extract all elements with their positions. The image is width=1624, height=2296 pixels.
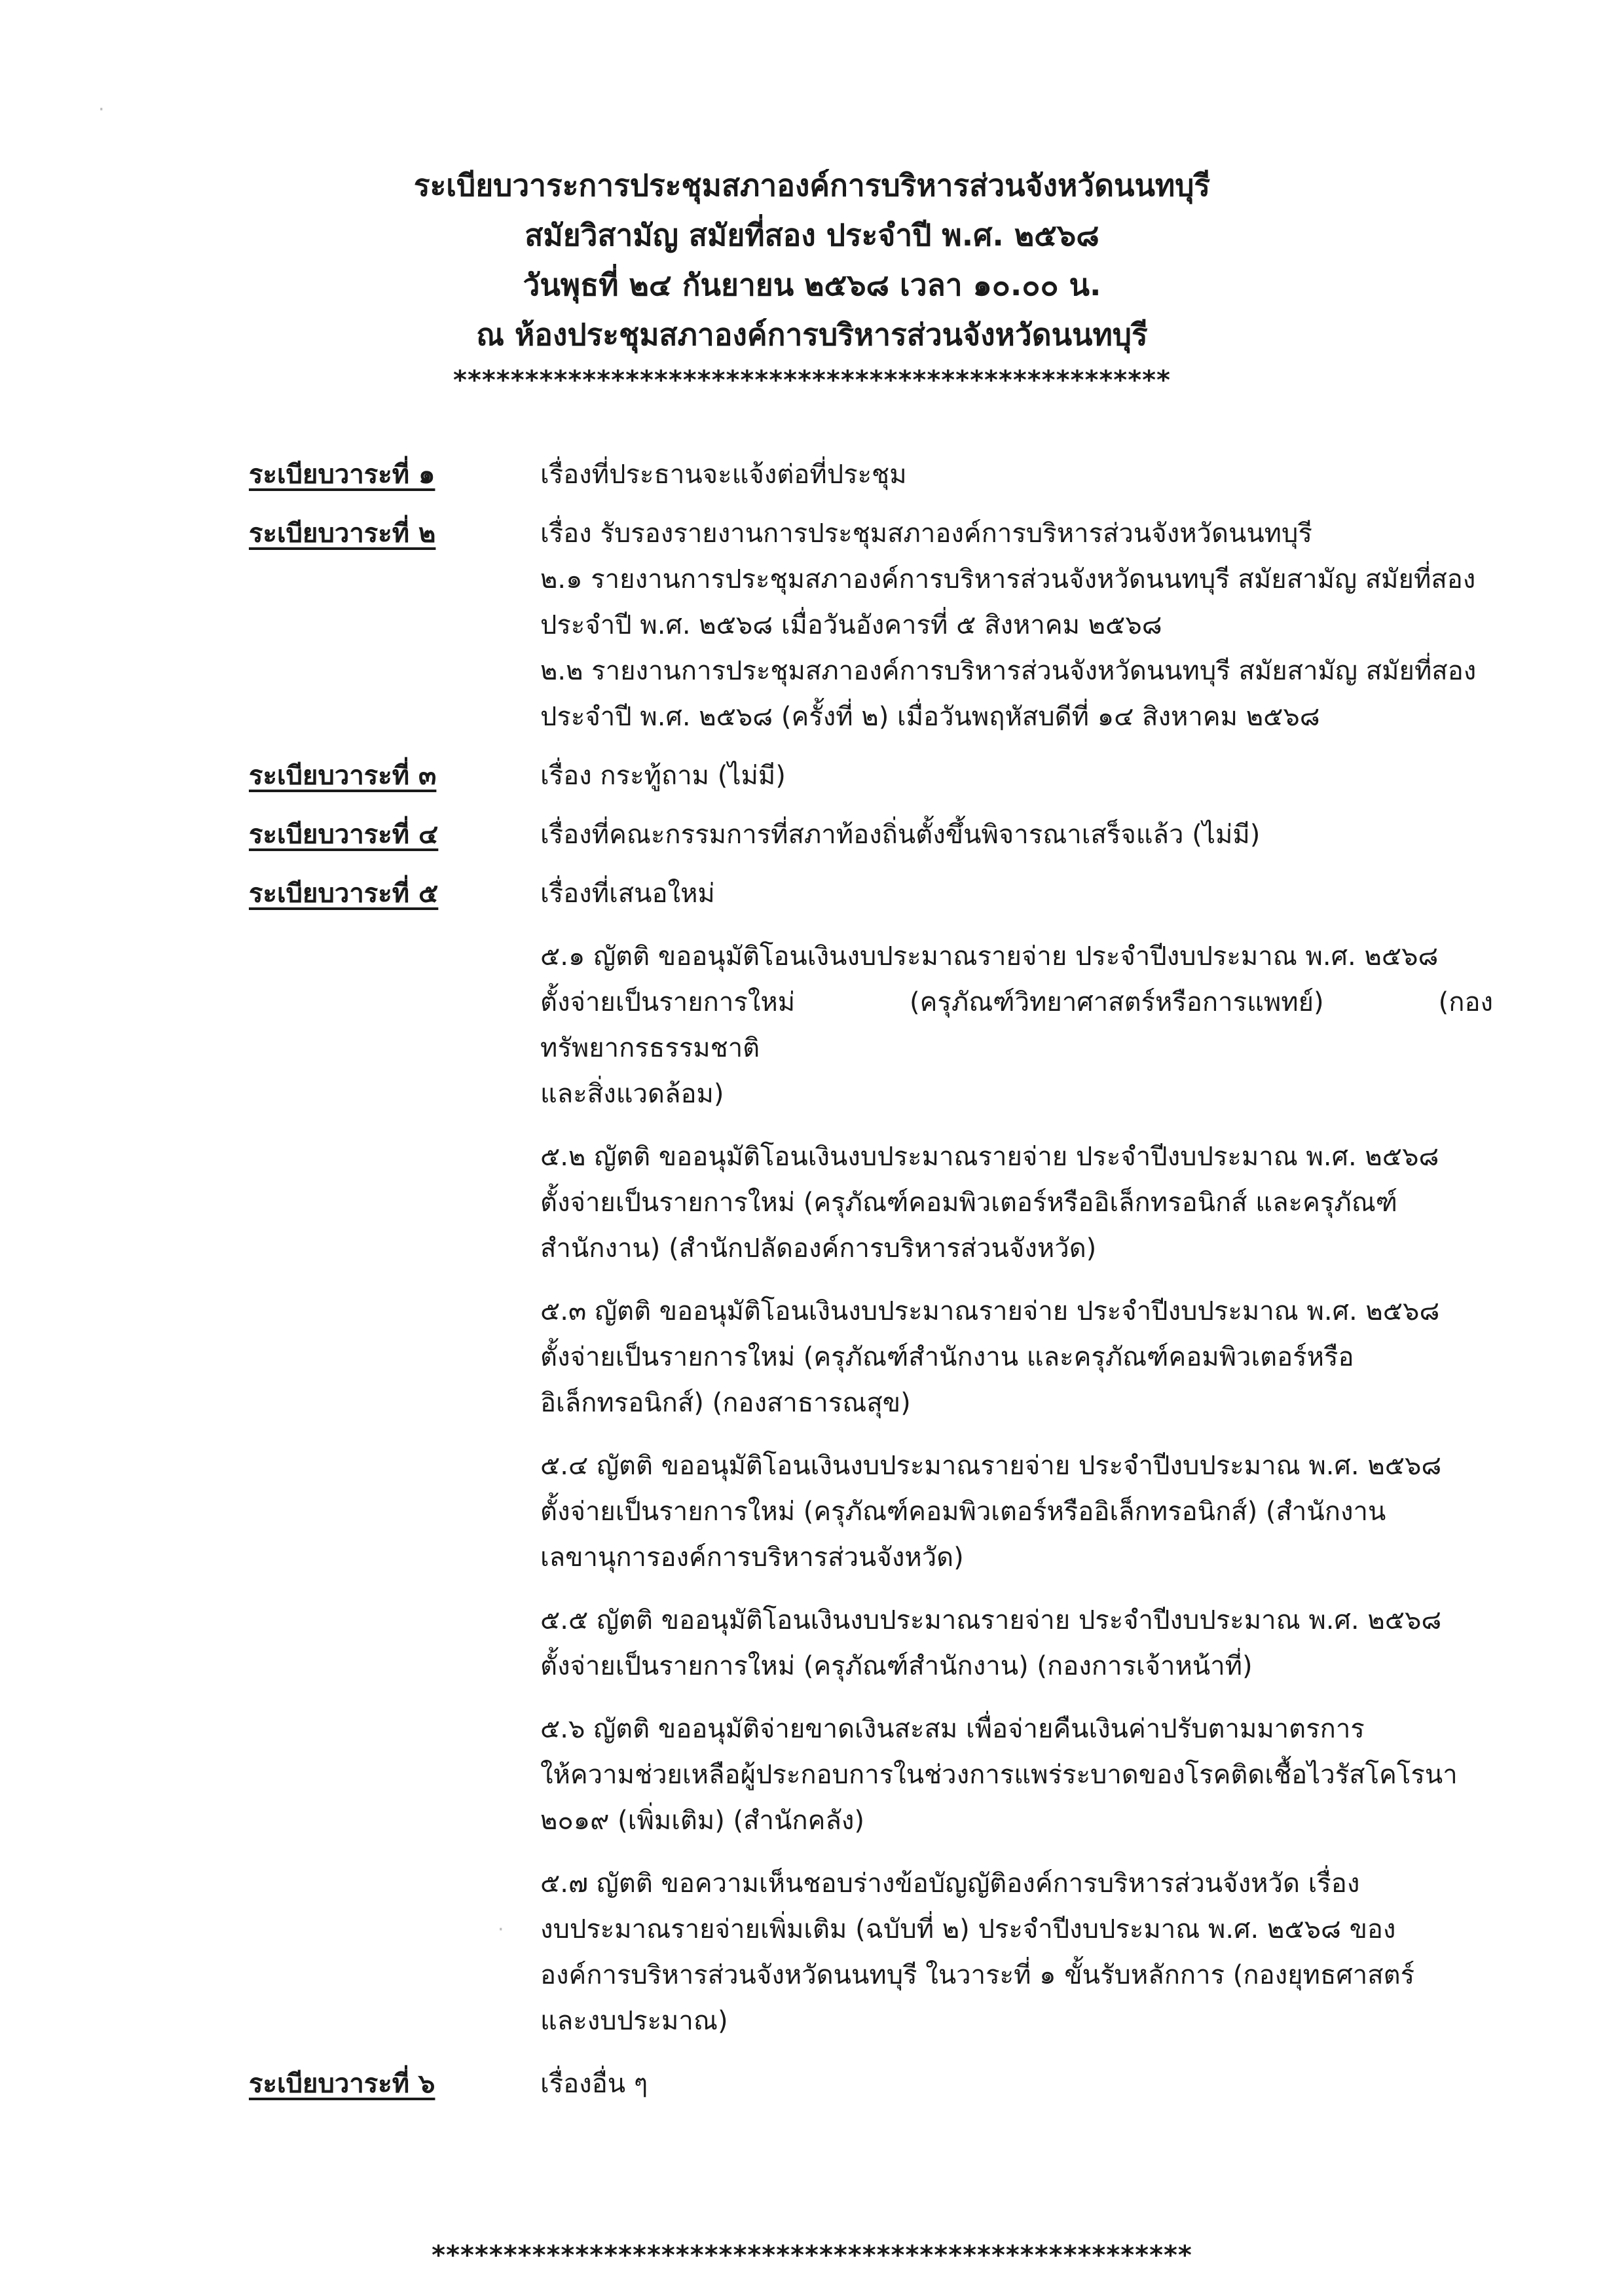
motion-5-1 — [540, 934, 1493, 1117]
agenda-content — [540, 871, 1493, 2044]
agenda-item-2 — [249, 511, 1493, 740]
motion-text: และงบประมาณ) — [540, 2006, 728, 2036]
motion-text: อิเล็กทรอนิกส์) (กองสาธารณสุข) — [540, 1388, 911, 1418]
motion-text: งบประมาณรายจ่ายเพิ่มเติม (ฉบับที่ ๒) ประจำปีงบประมาณ พ.ศ. ๒๕๖๘ ของ — [540, 1914, 1396, 1944]
motion-text: ๕.๒ ญัตติ ขออนุมัติโอนเงินงบประมาณรายจ่าย ประจำปีงบประมาณ พ.ศ. ๒๕๖๘ — [540, 1142, 1439, 1172]
motion-5-2 — [540, 1134, 1493, 1271]
motion-text: ตั้งจ่ายเป็นรายการใหม่ (ครุภัณฑ์คอมพิวเตอร์หรืออิเล็กทรอนิกส์) (สำนักงาน — [540, 1497, 1386, 1527]
motion-text: ๕.๔ ญัตติ ขออนุมัติโอนเงินงบประมาณรายจ่าย ประจำปีงบประมาณ พ.ศ. ๒๕๖๘ — [540, 1451, 1442, 1481]
agenda-content — [540, 812, 1493, 858]
header-date-time: วันพุธที่ ๒๔ กันยายน ๒๕๖๘ เวลา ๑๐.๐๐ น. — [523, 267, 1101, 302]
motion-5-7 — [540, 1861, 1493, 2044]
agenda-item-6 — [249, 2061, 1493, 2107]
motion-text: ตั้งจ่ายเป็นรายการใหม่ (ครุภัณฑ์สำนักงาน) (กองการเจ้าหน้าที่) — [540, 1651, 1253, 1681]
agenda-text: เรื่องที่คณะกรรมการที่สภาท้องถิ่นตั้งขึ้นพิจารณาเสร็จแล้ว (ไม่มี) — [540, 820, 1261, 850]
motion-text: ๕.๕ ญัตติ ขออนุมัติโอนเงินงบประมาณรายจ่าย ประจำปีงบประมาณ พ.ศ. ๒๕๖๘ — [540, 1605, 1442, 1635]
agenda-content — [540, 452, 1493, 498]
motion-text: ตั้งจ่ายเป็นรายการใหม่ (ครุภัณฑ์สำนักงาน และครุภัณฑ์คอมพิวเตอร์หรือ — [540, 1342, 1354, 1372]
agenda-text: เรื่อง กระทู้ถาม (ไม่มี) — [540, 761, 786, 791]
motion-text: ๕.๗ ญัตติ ขอความเห็นชอบร่างข้อบัญญัติองค์การบริหารส่วนจังหวัด เรื่อง — [540, 1868, 1360, 1899]
header-title: ระเบียบวาระการประชุมสภาองค์การบริหารส่วนจังหวัดนนทบุรี — [413, 168, 1211, 203]
agenda-text: ๒.๑ รายงานการประชุมสภาองค์การบริหารส่วนจังหวัดนนทบุรี สมัยสามัญ สมัยที่สอง — [540, 564, 1476, 594]
agenda-label: ระเบียบวาระที่ ๕ — [249, 879, 439, 909]
agenda-item-1 — [249, 452, 1493, 498]
agenda-text: เรื่องที่ประธานจะแจ้งต่อที่ประชุม — [540, 460, 907, 490]
motion-text: และสิ่งแวดล้อม) — [540, 1079, 724, 1109]
agenda-text: เรื่อง รับรองรายงานการประชุมสภาองค์การบริหารส่วนจังหวัดนนทบุรี — [540, 519, 1312, 549]
agenda-text: เรื่องอื่น ๆ — [540, 2069, 648, 2099]
scan-speck: · — [98, 98, 105, 121]
motion-text: ตั้งจ่ายเป็นรายการใหม่ (ครุภัณฑ์คอมพิวเตอร์หรืออิเล็กทรอนิกส์ และครุภัณฑ์ — [540, 1188, 1398, 1218]
agenda-text: ๒.๒ รายงานการประชุมสภาองค์การบริหารส่วนจังหวัดนนทบุรี สมัยสามัญ สมัยที่สอง — [540, 656, 1477, 686]
agenda-item-4 — [249, 812, 1493, 858]
agenda-text: ประจำปี พ.ศ. ๒๕๖๘ เมื่อวันอังคารที่ ๕ สิงหาคม ๒๕๖๘ — [540, 610, 1162, 640]
agenda-text: ประจำปี พ.ศ. ๒๕๖๘ (ครั้งที่ ๒) เมื่อวันพฤหัสบดีที่ ๑๔ สิงหาคม ๒๕๖๘ — [540, 702, 1320, 732]
motion-text: เลขานุการองค์การบริหารส่วนจังหวัด) — [540, 1542, 964, 1573]
scan-speck: · — [498, 1918, 504, 1941]
agenda-label: ระเบียบวาระที่ ๖ — [249, 2069, 435, 2099]
motion-text: ให้ความช่วยเหลือผู้ประกอบการในช่วงการแพร่ระบาดของโรคติดเชื้อไวรัสโคโรนา — [540, 1760, 1458, 1790]
agenda-list — [249, 452, 1493, 2107]
motion-text: องค์การบริหารส่วนจังหวัดนนทบุรี ในวาระที่ ๑ ขั้นรับหลักการ (กองยุทธศาสตร์ — [540, 1960, 1415, 1990]
motion-5-3 — [540, 1288, 1493, 1426]
agenda-content — [540, 511, 1493, 740]
agenda-label: ระเบียบวาระที่ ๒ — [249, 519, 436, 549]
agenda-content — [540, 2061, 1493, 2107]
motion-5-4 — [540, 1443, 1493, 1580]
motion-text: สำนักงาน) (สำนักปลัดองค์การบริหารส่วนจังหวัด) — [540, 1233, 1097, 1264]
header-session: สมัยวิสามัญ สมัยที่สอง ประจำปี พ.ศ. ๒๕๖๘ — [525, 217, 1099, 253]
motion-text: ๕.๓ ญัตติ ขออนุมัติโอนเงินงบประมาณรายจ่าย ประจำปีงบประมาณ พ.ศ. ๒๕๖๘ — [540, 1296, 1440, 1326]
header-venue: ณ ห้องประชุมสภาองค์การบริหารส่วนจังหวัดนนทบุรี — [476, 317, 1148, 352]
agenda-item-3 — [249, 753, 1493, 799]
agenda-item-5 — [249, 871, 1493, 2044]
agenda-content — [540, 753, 1493, 799]
motion-text: ตั้งจ่ายเป็นรายการใหม่ (ครุภัณฑ์วิทยาศาสตร์หรือการแพทย์) (กองทรัพยากรธรรมชาติ — [540, 987, 1493, 1063]
motion-5-6 — [540, 1706, 1493, 1844]
agenda-label: ระเบียบวาระที่ ๑ — [249, 460, 435, 490]
agenda-label: ระเบียบวาระที่ ๔ — [249, 820, 439, 850]
motion-5-5 — [540, 1597, 1493, 1689]
motion-text: ๕.๑ ญัตติ ขออนุมัติโอนเงินงบประมาณรายจ่าย ประจำปีงบประมาณ พ.ศ. ๒๕๖๘ — [540, 941, 1439, 972]
agenda-text: เรื่องที่เสนอใหม่ — [540, 879, 715, 909]
footer-star-divider: ***************************************************** — [432, 2240, 1192, 2270]
motion-text: ๒๐๑๙ (เพิ่มเติม) (สำนักคลัง) — [540, 1806, 864, 1836]
agenda-label: ระเบียบวาระที่ ๓ — [249, 761, 437, 791]
header-star-divider: ************************************************** — [453, 365, 1171, 395]
document-header — [0, 160, 1624, 393]
motion-text: ๕.๖ ญัตติ ขออนุมัติจ่ายขาดเงินสะสม เพื่อจ่ายคืนเงินค่าปรับตามมาตรการ — [540, 1714, 1365, 1744]
